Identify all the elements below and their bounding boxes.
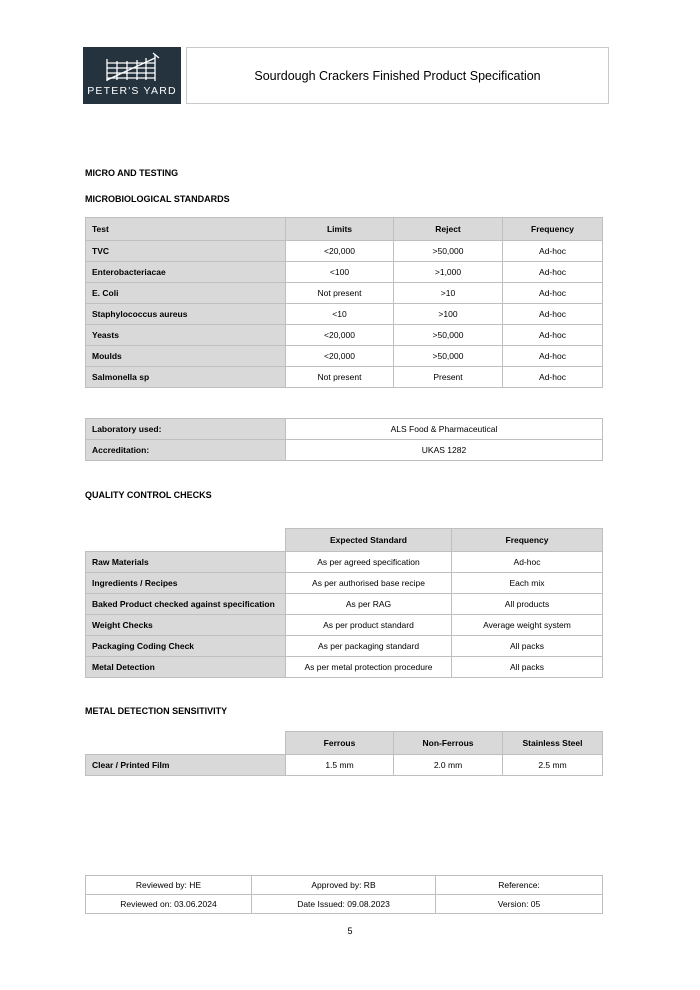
row-label: Accreditation: [86, 440, 286, 461]
table-row [86, 367, 603, 388]
section-heading-micro-standards: MICROBIOLOGICAL STANDARDS [85, 194, 230, 204]
table-cell: Ad-hoc [503, 241, 603, 262]
row-label: Enterobacteriacae [86, 262, 286, 283]
reference: Reference: [436, 876, 603, 895]
laboratory-table [85, 418, 603, 461]
table-cell: 2.0 mm [394, 754, 503, 775]
table-cell: Ad-hoc [503, 283, 603, 304]
table-cell: As per product standard [286, 614, 452, 635]
column-header: Frequency [503, 218, 603, 241]
company-logo [83, 47, 181, 104]
table-cell: Not present [286, 367, 394, 388]
row-label: Moulds [86, 346, 286, 367]
section-heading-micro: MICRO AND TESTING [85, 168, 179, 178]
table-cell: All packs [452, 656, 603, 677]
table-cell: >50,000 [394, 325, 503, 346]
table-cell: 2.5 mm [503, 754, 603, 775]
reviewed-on: Reviewed on: 03.06.2024 [86, 895, 252, 914]
table-row [86, 572, 603, 593]
table-cell: As per authorised base recipe [286, 572, 452, 593]
table-row [86, 241, 603, 262]
table-cell: Ad-hoc [503, 367, 603, 388]
reviewed-by: Reviewed by: HE [86, 876, 252, 895]
table-cell: <20,000 [286, 346, 394, 367]
fence-gate-icon [83, 49, 181, 89]
approved-by: Approved by: RB [252, 876, 436, 895]
page-number: 5 [347, 926, 353, 936]
table-cell: 1.5 mm [286, 754, 394, 775]
table-row [86, 754, 603, 775]
column-header: Ferrous [286, 732, 394, 755]
empty-header-cell [86, 529, 286, 552]
table-cell: <10 [286, 304, 394, 325]
table-row [86, 440, 603, 461]
empty-header-cell [86, 732, 286, 755]
row-label: Laboratory used: [86, 419, 286, 440]
table-cell: >1,000 [394, 262, 503, 283]
table-header-row [86, 732, 603, 755]
column-header: Reject [394, 218, 503, 241]
table-row [86, 656, 603, 677]
table-row [86, 876, 603, 895]
column-header: Frequency [452, 529, 603, 552]
row-label: Baked Product checked against specification [86, 593, 286, 614]
table-cell: All products [452, 593, 603, 614]
table-cell: As per agreed specification [286, 551, 452, 572]
column-header: Test [86, 218, 286, 241]
table-cell: >10 [394, 283, 503, 304]
table-row [86, 895, 603, 914]
row-label: E. Coli [86, 283, 286, 304]
microbiological-standards-table [85, 217, 603, 388]
row-label: Ingredients / Recipes [86, 572, 286, 593]
row-label: Weight Checks [86, 614, 286, 635]
row-label: Packaging Coding Check [86, 635, 286, 656]
row-label: Clear / Printed Film [86, 754, 286, 775]
table-row [86, 593, 603, 614]
table-cell: Present [394, 367, 503, 388]
row-label: Staphylococcus aureus [86, 304, 286, 325]
row-label: Raw Materials [86, 551, 286, 572]
table-cell: All packs [452, 635, 603, 656]
table-cell: <20,000 [286, 241, 394, 262]
revision-footer-table [85, 875, 603, 914]
table-cell: Ad-hoc [503, 325, 603, 346]
table-cell: ALS Food & Pharmaceutical [286, 419, 603, 440]
column-header: Non-Ferrous [394, 732, 503, 755]
table-row [86, 262, 603, 283]
table-row [86, 614, 603, 635]
column-header: Stainless Steel [503, 732, 603, 755]
table-row [86, 635, 603, 656]
table-cell: Ad-hoc [503, 346, 603, 367]
column-header: Expected Standard [286, 529, 452, 552]
table-cell: >50,000 [394, 346, 503, 367]
table-row [86, 325, 603, 346]
section-heading-quality-control: QUALITY CONTROL CHECKS [85, 490, 212, 500]
table-header-row [86, 218, 603, 241]
quality-control-table [85, 528, 603, 678]
row-label: Salmonella sp [86, 367, 286, 388]
table-cell: <100 [286, 262, 394, 283]
table-cell: Ad-hoc [452, 551, 603, 572]
row-label: Yeasts [86, 325, 286, 346]
table-cell: Average weight system [452, 614, 603, 635]
table-cell: Each mix [452, 572, 603, 593]
date-issued: Date Issued: 09.08.2023 [252, 895, 436, 914]
section-heading-metal-detection: METAL DETECTION SENSITIVITY [85, 706, 228, 716]
table-cell: Not present [286, 283, 394, 304]
row-label: Metal Detection [86, 656, 286, 677]
table-row [86, 304, 603, 325]
table-cell: As per RAG [286, 593, 452, 614]
table-cell: UKAS 1282 [286, 440, 603, 461]
document-title: Sourdough Crackers Finished Product Specification [186, 47, 609, 104]
table-cell: As per packaging standard [286, 635, 452, 656]
version: Version: 05 [436, 895, 603, 914]
column-header: Limits [286, 218, 394, 241]
table-cell: <20,000 [286, 325, 394, 346]
table-cell: >50,000 [394, 241, 503, 262]
table-row [86, 346, 603, 367]
table-cell: As per metal protection procedure [286, 656, 452, 677]
table-cell: >100 [394, 304, 503, 325]
table-row [86, 551, 603, 572]
metal-detection-table [85, 731, 603, 776]
table-cell: Ad-hoc [503, 262, 603, 283]
table-row [86, 283, 603, 304]
table-cell: Ad-hoc [503, 304, 603, 325]
logo-wordmark: PETER'S YARD [87, 85, 177, 97]
table-row [86, 419, 603, 440]
table-header-row [86, 529, 603, 552]
row-label: TVC [86, 241, 286, 262]
